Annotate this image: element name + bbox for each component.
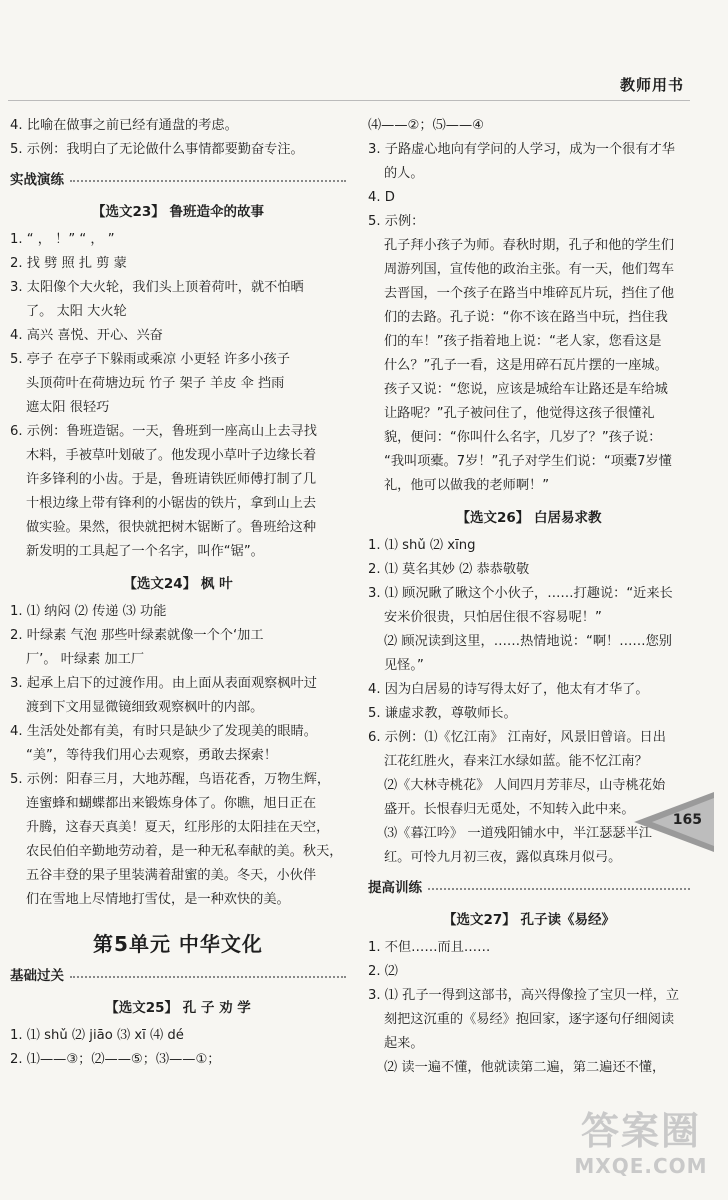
answer-line: 木料，手被草叶划破了。他发现小草叶子边缘长着: [26, 448, 317, 463]
answer-line: 2. ⑴ 莫名其妙 ⑵ 恭恭敬敬: [368, 562, 530, 577]
answer-line: 连蜜蜂和蝴蝶都出来锻炼身体了。你瞧，旭日正在: [26, 796, 317, 811]
answer-line: 4. 比喻在做事之前已经有通盘的考虑。: [10, 118, 238, 133]
right-column: [368, 114, 690, 1080]
answer-line: 礼，他可以做我的老师啊！”: [384, 478, 550, 493]
dotted-rule: [428, 886, 690, 890]
answer-line: 十根边缘上带有锋利的小锯齿的铁片，拿到山上去: [26, 496, 317, 511]
answer-line: 什么？”孔子一看，这是用碎石瓦片摆的一座城。: [384, 358, 668, 373]
answer-line: 做实验。果然，很快就把树木锯断了。鲁班给这种: [26, 520, 317, 535]
answer-line: 6. 示例：鲁班造锯。一天，鲁班到一座高山上去寻找: [10, 424, 317, 439]
answer-line: 五谷丰登的果子里装满着甜蜜的美。冬天，小伙伴: [26, 868, 317, 883]
watermark-logo: 答案圈: [580, 1109, 701, 1153]
answer-line: 1. ⑴ shǔ ⑵ xīng: [368, 538, 476, 553]
answer-line: ⑵ 读一遍不懂，他就读第二遍，第二遍还不懂，: [384, 1060, 666, 1075]
answer-line: 4. 因为白居易的诗写得太好了，他太有才华了。: [368, 682, 649, 697]
answer-line: 5. 谦虚求教，尊敬师长。: [368, 706, 517, 721]
answer-line: 江花红胜火，春来江水绿如蓝。能不忆江南？: [384, 754, 648, 769]
answer-line: 3. 太阳像个大火轮，我们头上顶着荷叶，就不怕晒: [10, 280, 304, 295]
answer-line: 1. 不但……而且……: [368, 940, 491, 955]
section-heading-label: 实战演练: [10, 172, 64, 188]
answer-line: 3. ⑴ 顾况瞅了瞅这个小伙子，……打趣说：“近来长: [368, 586, 673, 601]
answer-line: ⑵《大林寺桃花》 人间四月芳菲尽，山寺桃花始: [384, 778, 666, 793]
answer-line: 让路呢？”孔子被问住了，他觉得这孩子很懂礼: [384, 406, 655, 421]
section-heading-practice: [10, 168, 346, 192]
answer-line: 们的车！”孩子指着地上说：“老人家，您看这是: [384, 334, 662, 349]
answer-line: 3. 子路虚心地向有学问的人学习，成为一个很有才华: [368, 142, 675, 157]
answer-line: “美”，等待我们用心去观察，勇敢去探索！: [26, 748, 278, 763]
passage-25-title: 【选文25】 孔 子 劝 学: [105, 1000, 251, 1016]
page-header: 教师用书: [619, 76, 684, 94]
dotted-rule: [70, 178, 346, 182]
answer-line: 去晋国，一个孩子在路当中堆碎瓦片玩，挡住了他: [384, 286, 675, 301]
answer-line: 了。 太阳 大火轮: [26, 304, 127, 319]
watermark: [566, 1108, 716, 1178]
answer-line: 孔子拜小孩子为师。春秋时期，孔子和他的学生们: [384, 238, 675, 253]
answer-line: 周游列国，宣传他的政治主张。有一天，他们驾车: [384, 262, 675, 277]
passage-24-title: 【选文24】 枫 叶: [123, 576, 233, 592]
answer-line: 们的去路。孔子说：“你不该在路当中玩，挡住我: [384, 310, 668, 325]
answer-line: 刻把这沉重的《易经》抱回家，逐字逐句仔细阅读: [384, 1012, 675, 1027]
passage-27-title: 【选文27】 孔子读《易经》: [443, 912, 615, 928]
answer-line: ⑶《暮江吟》 一道残阳铺水中，半江瑟瑟半江: [384, 826, 652, 841]
answer-line: 安米价很贵，只怕居住很不容易呢！”: [384, 610, 602, 625]
section-heading-basics: [10, 964, 346, 988]
watermark-domain: MXQE.COM: [574, 1154, 708, 1178]
answer-line: 4. 生活处处都有美，有时只是缺少了发现美的眼睛。: [10, 724, 317, 739]
answer-line: 5. 亭子 在亭子下躲雨或乘凉 小更轻 许多小孩子: [10, 352, 290, 367]
header-divider: [8, 100, 690, 101]
answer-line: 貌，便问：“你叫什么名字，几岁了？”孩子说：: [384, 430, 662, 445]
answer-line: 5. 示例：我明白了无论做什么事情都要勤奋专注。: [10, 142, 304, 157]
answer-line: 2. 叶绿素 气泡 那些叶绿素就像一个个‘加工: [10, 628, 264, 643]
answer-line: 2. 找 劈 照 扎 剪 蒙: [10, 256, 127, 271]
answer-line: 见怪。”: [384, 658, 424, 673]
answer-line: 升腾，这春天真美！夏天，红彤彤的太阳挂在天空，: [26, 820, 330, 835]
answer-line: 孩子又说：“您说，应该是城给车让路还是车给城: [384, 382, 668, 397]
answer-line: 新发明的工具起了一个名字，叫作“锯”。: [26, 544, 264, 559]
answer-line: 头顶荷叶在荷塘边玩 竹子 架子 羊皮 伞 挡雨: [26, 376, 285, 391]
answer-line: ⑷——②；⑸——④: [368, 118, 484, 133]
answer-line: 盛开。长恨春归无觅处，不知转入此中来。: [384, 802, 635, 817]
answer-line: ⑵ 顾况读到这里，……热情地说：“啊！……您别: [384, 634, 672, 649]
answer-line: 的人。: [384, 166, 424, 181]
section-heading-label: 基础过关: [10, 968, 64, 984]
answer-line: 渡到下文用显微镜细致观察枫叶的内部。: [26, 700, 264, 715]
answer-line: 红。可怜九月初三夜，露似真珠月似弓。: [384, 850, 622, 865]
answer-line: 许多锋利的小齿。于是，鲁班请铁匠师傅打制了几: [26, 472, 317, 487]
answer-line: 2. ⑴——③；⑵——⑤；⑶——①；: [10, 1052, 221, 1067]
answer-line: 遮太阳 很轻巧: [26, 400, 110, 415]
answer-line: 5. 示例：阳春三月，大地苏醒，鸟语花香，万物生辉，: [10, 772, 331, 787]
answer-line: 厂’。 叶绿素 加工厂: [26, 652, 145, 667]
page-number: 165: [672, 812, 702, 828]
answer-line: 1. ⑴ 纳闷 ⑵ 传递 ⑶ 功能: [10, 604, 167, 619]
answer-line: 3. ⑴ 孔子一得到这部书，高兴得像捡了宝贝一样，立: [368, 988, 680, 1003]
passage-23-title: 【选文23】 鲁班造伞的故事: [92, 204, 264, 220]
dotted-rule: [70, 974, 346, 978]
section-heading-advanced: [368, 876, 690, 900]
answer-line: 2. ⑵: [368, 964, 398, 979]
answer-line: 起来。: [384, 1036, 424, 1051]
answer-line: 农民伯伯辛勤地劳动着，是一种无私奉献的美。秋天，: [26, 844, 343, 859]
answer-line: 1. ⑴ shǔ ⑵ jiāo ⑶ xī ⑷ dé: [10, 1028, 184, 1043]
left-column: [10, 114, 346, 1072]
answer-line: 1. “ ， ！” “ ， ”: [10, 232, 115, 247]
answer-line: 3. 起承上启下的过渡作用。由上面从表面观察枫叶过: [10, 676, 317, 691]
passage-26-title: 【选文26】 白居易求教: [456, 510, 602, 526]
unit-title: 第5单元 中华文化: [93, 932, 263, 956]
answer-line: 6. 示例：⑴《忆江南》 江南好，风景旧曾谙。日出: [368, 730, 666, 745]
answer-line: 4. D: [368, 190, 395, 205]
answer-line: “我叫项橐。7岁！”孔子对学生们说：“项橐7岁懂: [384, 454, 672, 469]
answer-line: 们在雪地上尽情地打雪仗，是一种欢快的美。: [26, 892, 290, 907]
answer-line: 5. 示例：: [368, 214, 425, 229]
section-heading-label: 提高训练: [368, 880, 422, 896]
answer-line: 4. 高兴 喜悦、开心、兴奋: [10, 328, 163, 343]
